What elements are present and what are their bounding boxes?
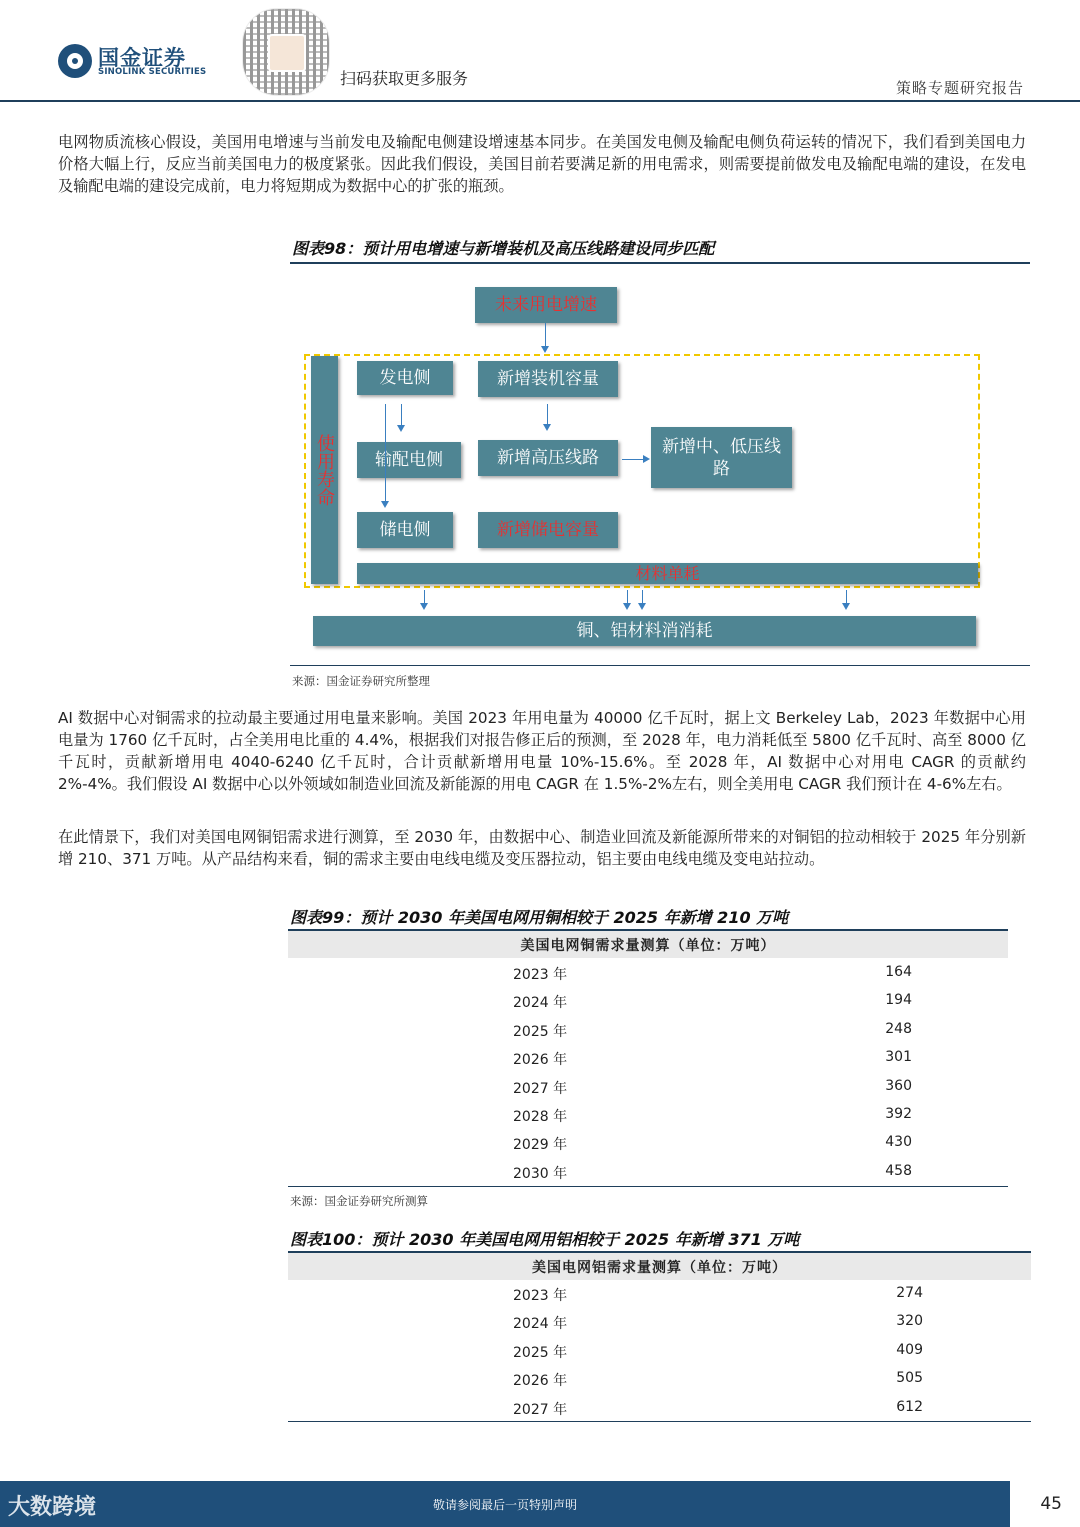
table-row — [288, 1308, 1031, 1336]
table-row — [288, 1073, 1008, 1101]
new-hv-lines-box: 新增高压线路 — [478, 440, 618, 476]
year-cell: 2026 年 — [513, 1052, 568, 1069]
year-cell: 2030 年 — [513, 1165, 568, 1182]
scan-for-service-text: 扫码获取更多服务 — [340, 69, 469, 88]
copy-table-header: 美国电网铜需求量测算（单位：万吨） — [288, 931, 1008, 958]
arrow-down-icon — [424, 590, 425, 608]
header-divider — [0, 100, 1080, 102]
year-cell: 2028 年 — [513, 1109, 568, 1125]
table-row — [288, 1158, 1008, 1186]
figure98-bottom-rule — [290, 665, 1030, 666]
table-row — [288, 1337, 1031, 1365]
figure99-title: 图表99：预计 2030 年美国电网用铜相较于 2025 年新增 210 万吨 — [290, 908, 789, 927]
report-type-label: 策略专题研究报告 — [895, 79, 1024, 97]
year-cell: 2023 年 — [513, 1288, 568, 1304]
arrow-down-icon — [385, 404, 386, 506]
table-row — [288, 1044, 1008, 1072]
paragraph-scenario: 在此情景下，我们对美国电网铜铝需求进行测算，至 2030 年，由数据中心、制造业回流及新能源所带来的对铜铝的拉动相较于 2025 年分别新增 210、371 万吨。从产品结构来看，铜的需求主要由电线电缆及变压器拉动，铝主要由电线电缆及变电站拉动。 — [58, 828, 1026, 868]
table-row — [288, 1280, 1031, 1308]
table-row — [288, 987, 1008, 1015]
arrow-down-icon — [846, 590, 847, 608]
table-row — [288, 1016, 1008, 1044]
value-cell: 409 — [896, 1341, 923, 1358]
logo-english-name: SINOLINK SECURITIES — [98, 67, 207, 77]
figure100-title: 图表100：预计 2030 年美国电网用铝相较于 2025 年新增 371 万吨 — [290, 1230, 800, 1249]
transmission-side-box: 输配电侧 — [357, 442, 461, 478]
value-cell: 458 — [885, 1162, 912, 1179]
watermark-logo: 大数跨境 — [8, 1495, 97, 1520]
figure98-source: 来源：国金证券研究所整理 — [292, 674, 430, 688]
value-cell: 612 — [896, 1398, 923, 1415]
table-row — [288, 959, 1008, 987]
year-cell: 2025 年 — [513, 1344, 568, 1361]
arrow-down-icon — [627, 590, 628, 608]
value-cell: 164 — [885, 964, 912, 980]
value-cell: 505 — [896, 1370, 923, 1387]
year-cell: 2027 年 — [513, 1080, 568, 1097]
value-cell: 248 — [885, 1020, 912, 1037]
future-growth-box: 未来用电增速 — [475, 287, 617, 323]
year-cell: 2026 年 — [513, 1373, 568, 1390]
disclaimer-note: 敬请参阅最后一页特别声明 — [432, 1498, 577, 1512]
storage-side-box: 储电侧 — [357, 512, 453, 548]
year-cell: 2027 年 — [513, 1401, 568, 1418]
year-cell: 2025 年 — [513, 1023, 568, 1040]
paragraph-ai-demand: AI 数据中心对铜需求的拉动最主要通过用电量来影响。美国 2023 年用电量为 40000 亿千瓦时，据上文 Berkeley Lab，2023 年数据中心用电量为 1760 亿千瓦时，占全美用电比重的 4.4%，根据我们对报告修正后的预测，至 2028 年，电力消耗低至 5800 亿千瓦时、高至 8000 亿千瓦时，贡献新增用电 4040-6240 亿千瓦时，合计贡献新增用电量 10%-15.6%。至 2028 年，AI 数据中心对用电 CAGR 的贡献约 2%-4%。我们假设 AI 数据中心以外领域如制造业回流及新能源的用电 CAGR 在 1.5%-2%左右，则全美用电 CAGR 我们预计在 4-6%左右。 — [58, 709, 1026, 793]
company-logo-icon — [58, 44, 92, 78]
aluminum-table-header: 美国电网铝需求量测算（单位：万吨） — [288, 1253, 1031, 1280]
qr-center-logo-icon — [268, 34, 306, 72]
figure98-title: 图表98：预计用电增速与新增装机及高压线路建设同步匹配 — [292, 239, 715, 258]
figure99-source: 来源：国金证券研究所测算 — [290, 1194, 428, 1208]
lifespan-box: 使用寿命 — [311, 356, 338, 584]
value-cell: 274 — [896, 1285, 923, 1301]
value-cell: 360 — [885, 1077, 912, 1094]
consumption-box: 铜、铝材料消消耗 — [313, 616, 976, 646]
new-capacity-box: 新增装机容量 — [478, 361, 618, 397]
value-cell: 430 — [885, 1134, 912, 1151]
value-cell: 194 — [885, 992, 912, 1009]
new-storage-box: 新增储电容量 — [478, 512, 618, 548]
year-cell: 2023 年 — [513, 967, 568, 983]
new-mlv-lines-box: 新增中、低压线路 — [651, 427, 792, 488]
figure99-bottom-rule — [288, 1186, 1008, 1187]
table-row — [288, 1129, 1008, 1157]
value-cell: 320 — [896, 1313, 923, 1330]
table-row — [288, 1394, 1031, 1422]
table-row — [288, 1365, 1031, 1393]
material-intensity-box: 材料单耗 — [357, 563, 978, 584]
figure100-bottom-rule — [288, 1421, 1031, 1422]
value-cell: 301 — [885, 1049, 912, 1066]
page-number: 45 — [1040, 1494, 1062, 1514]
logo-chinese-name: 国金证券 — [98, 46, 186, 70]
arrow-down-icon — [401, 404, 402, 430]
intro-paragraph: 电网物质流核心假设，美国用电增速与当前发电及输配电侧建设增速基本同步。在美国发电侧及输配电侧负荷运转的情况下，我们看到美国电力价格大幅上行，反应当前美国电力的极度紧张。因此我们假设，美国目前若要满足新的用电需求，则需要提前做发电及输配电端的建设，在发电及输配电端的建设完成前，电力将短期成为数据中心的扩张的瓶颈。 — [58, 133, 1026, 195]
figure98-top-rule — [290, 262, 1030, 264]
generation-side-box: 发电侧 — [357, 361, 453, 395]
arrow-down-icon — [545, 323, 546, 351]
year-cell: 2029 年 — [513, 1137, 568, 1154]
arrow-down-icon — [547, 404, 548, 429]
arrow-right-icon — [622, 459, 648, 460]
year-cell: 2024 年 — [513, 995, 568, 1012]
arrow-down-icon — [642, 590, 643, 608]
year-cell: 2024 年 — [513, 1316, 568, 1333]
value-cell: 392 — [885, 1106, 912, 1122]
table-row — [288, 1101, 1008, 1129]
